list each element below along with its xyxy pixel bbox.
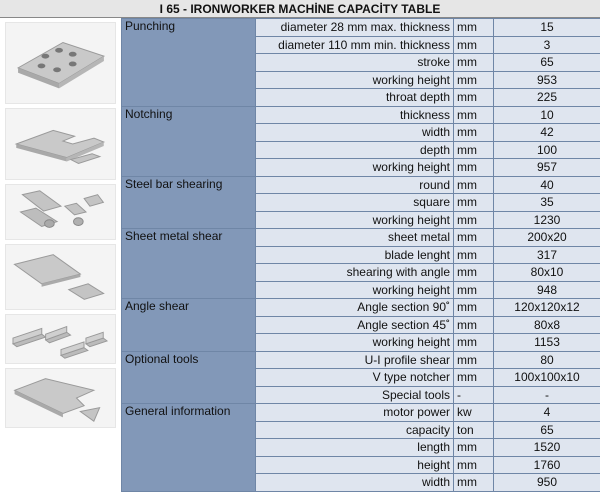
unit-cell: mm: [454, 474, 494, 492]
section-label: Notching: [122, 106, 256, 176]
value-cell: 10: [494, 106, 600, 124]
parameter-cell: square: [256, 194, 454, 212]
value-cell: 15: [494, 19, 600, 37]
unit-cell: mm: [454, 456, 494, 474]
value-cell: 42: [494, 124, 600, 142]
table-row: [122, 19, 600, 37]
table-row: [122, 351, 600, 369]
parameter-cell: Angle section 90˚: [256, 299, 454, 317]
unit-cell: mm: [454, 299, 494, 317]
value-cell: -: [494, 386, 600, 404]
section-label: Sheet metal shear: [122, 229, 256, 299]
unit-cell: mm: [454, 246, 494, 264]
value-cell: 80x8: [494, 316, 600, 334]
parameter-cell: working height: [256, 211, 454, 229]
parameter-cell: capacity: [256, 421, 454, 439]
parameter-cell: motor power: [256, 404, 454, 422]
unit-cell: mm: [454, 264, 494, 282]
unit-cell: mm: [454, 369, 494, 387]
value-cell: 3: [494, 36, 600, 54]
steel-bars-illustration: [5, 184, 116, 240]
parameter-cell: blade lenght: [256, 246, 454, 264]
parameter-cell: length: [256, 439, 454, 457]
parameter-cell: working height: [256, 281, 454, 299]
unit-cell: kw: [454, 404, 494, 422]
page-title: I 65 - IRONWORKER MACHİNE CAPACİTY TABLE: [0, 0, 600, 18]
unit-cell: mm: [454, 229, 494, 247]
value-cell: 317: [494, 246, 600, 264]
parameter-cell: depth: [256, 141, 454, 159]
table-row: [122, 176, 600, 194]
value-cell: 4: [494, 404, 600, 422]
unit-cell: mm: [454, 54, 494, 72]
section-label: General information: [122, 404, 256, 492]
value-cell: 1230: [494, 211, 600, 229]
angle-sections-illustration: [5, 314, 116, 364]
unit-cell: mm: [454, 141, 494, 159]
unit-cell: mm: [454, 194, 494, 212]
v-notched-plate-illustration: [5, 368, 116, 428]
value-cell: 950: [494, 474, 600, 492]
value-cell: 100x100x10: [494, 369, 600, 387]
unit-cell: ton: [454, 421, 494, 439]
unit-cell: mm: [454, 71, 494, 89]
sheet-metal-illustration: [5, 244, 116, 310]
parameter-cell: sheet metal: [256, 229, 454, 247]
section-label: Steel bar shearing: [122, 176, 256, 229]
capacity-table-body: [122, 19, 600, 492]
unit-cell: mm: [454, 36, 494, 54]
parameter-cell: thickness: [256, 106, 454, 124]
value-cell: 200x20: [494, 229, 600, 247]
section-label: Punching: [122, 19, 256, 107]
value-cell: 948: [494, 281, 600, 299]
table-row: [122, 404, 600, 422]
parameter-cell: throat depth: [256, 89, 454, 107]
section-label: Angle shear: [122, 299, 256, 352]
parameter-cell: round: [256, 176, 454, 194]
parameter-cell: shearing with angle: [256, 264, 454, 282]
parameter-cell: width: [256, 124, 454, 142]
punched-plate-illustration: [5, 22, 116, 104]
parameter-cell: width: [256, 474, 454, 492]
unit-cell: mm: [454, 176, 494, 194]
unit-cell: mm: [454, 316, 494, 334]
value-cell: 953: [494, 71, 600, 89]
section-label: Optional tools: [122, 351, 256, 404]
parameter-cell: working height: [256, 159, 454, 177]
table-row: [122, 106, 600, 124]
illustration-column: [0, 18, 121, 493]
unit-cell: mm: [454, 351, 494, 369]
value-cell: 35: [494, 194, 600, 212]
unit-cell: mm: [454, 439, 494, 457]
unit-cell: mm: [454, 124, 494, 142]
unit-cell: -: [454, 386, 494, 404]
value-cell: 40: [494, 176, 600, 194]
unit-cell: mm: [454, 159, 494, 177]
notched-plate-illustration: [5, 108, 116, 180]
value-cell: 225: [494, 89, 600, 107]
value-cell: 1760: [494, 456, 600, 474]
parameter-cell: V type notcher: [256, 369, 454, 387]
parameter-cell: height: [256, 456, 454, 474]
parameter-cell: diameter 28 mm max. thickness: [256, 19, 454, 37]
parameter-cell: U-I profile shear: [256, 351, 454, 369]
value-cell: 120x120x12: [494, 299, 600, 317]
parameter-cell: diameter 110 mm min. thickness: [256, 36, 454, 54]
value-cell: 1520: [494, 439, 600, 457]
unit-cell: mm: [454, 106, 494, 124]
unit-cell: mm: [454, 211, 494, 229]
value-cell: 80: [494, 351, 600, 369]
parameter-cell: Angle section 45˚: [256, 316, 454, 334]
parameter-cell: stroke: [256, 54, 454, 72]
unit-cell: mm: [454, 334, 494, 352]
value-cell: 80x10: [494, 264, 600, 282]
value-cell: 1153: [494, 334, 600, 352]
value-cell: 65: [494, 421, 600, 439]
table-row: [122, 229, 600, 247]
capacity-table: [121, 18, 600, 492]
parameter-cell: working height: [256, 71, 454, 89]
table-row: [122, 299, 600, 317]
parameter-cell: working height: [256, 334, 454, 352]
value-cell: 65: [494, 54, 600, 72]
unit-cell: mm: [454, 281, 494, 299]
value-cell: 957: [494, 159, 600, 177]
value-cell: 100: [494, 141, 600, 159]
unit-cell: mm: [454, 89, 494, 107]
unit-cell: mm: [454, 19, 494, 37]
parameter-cell: Special tools: [256, 386, 454, 404]
